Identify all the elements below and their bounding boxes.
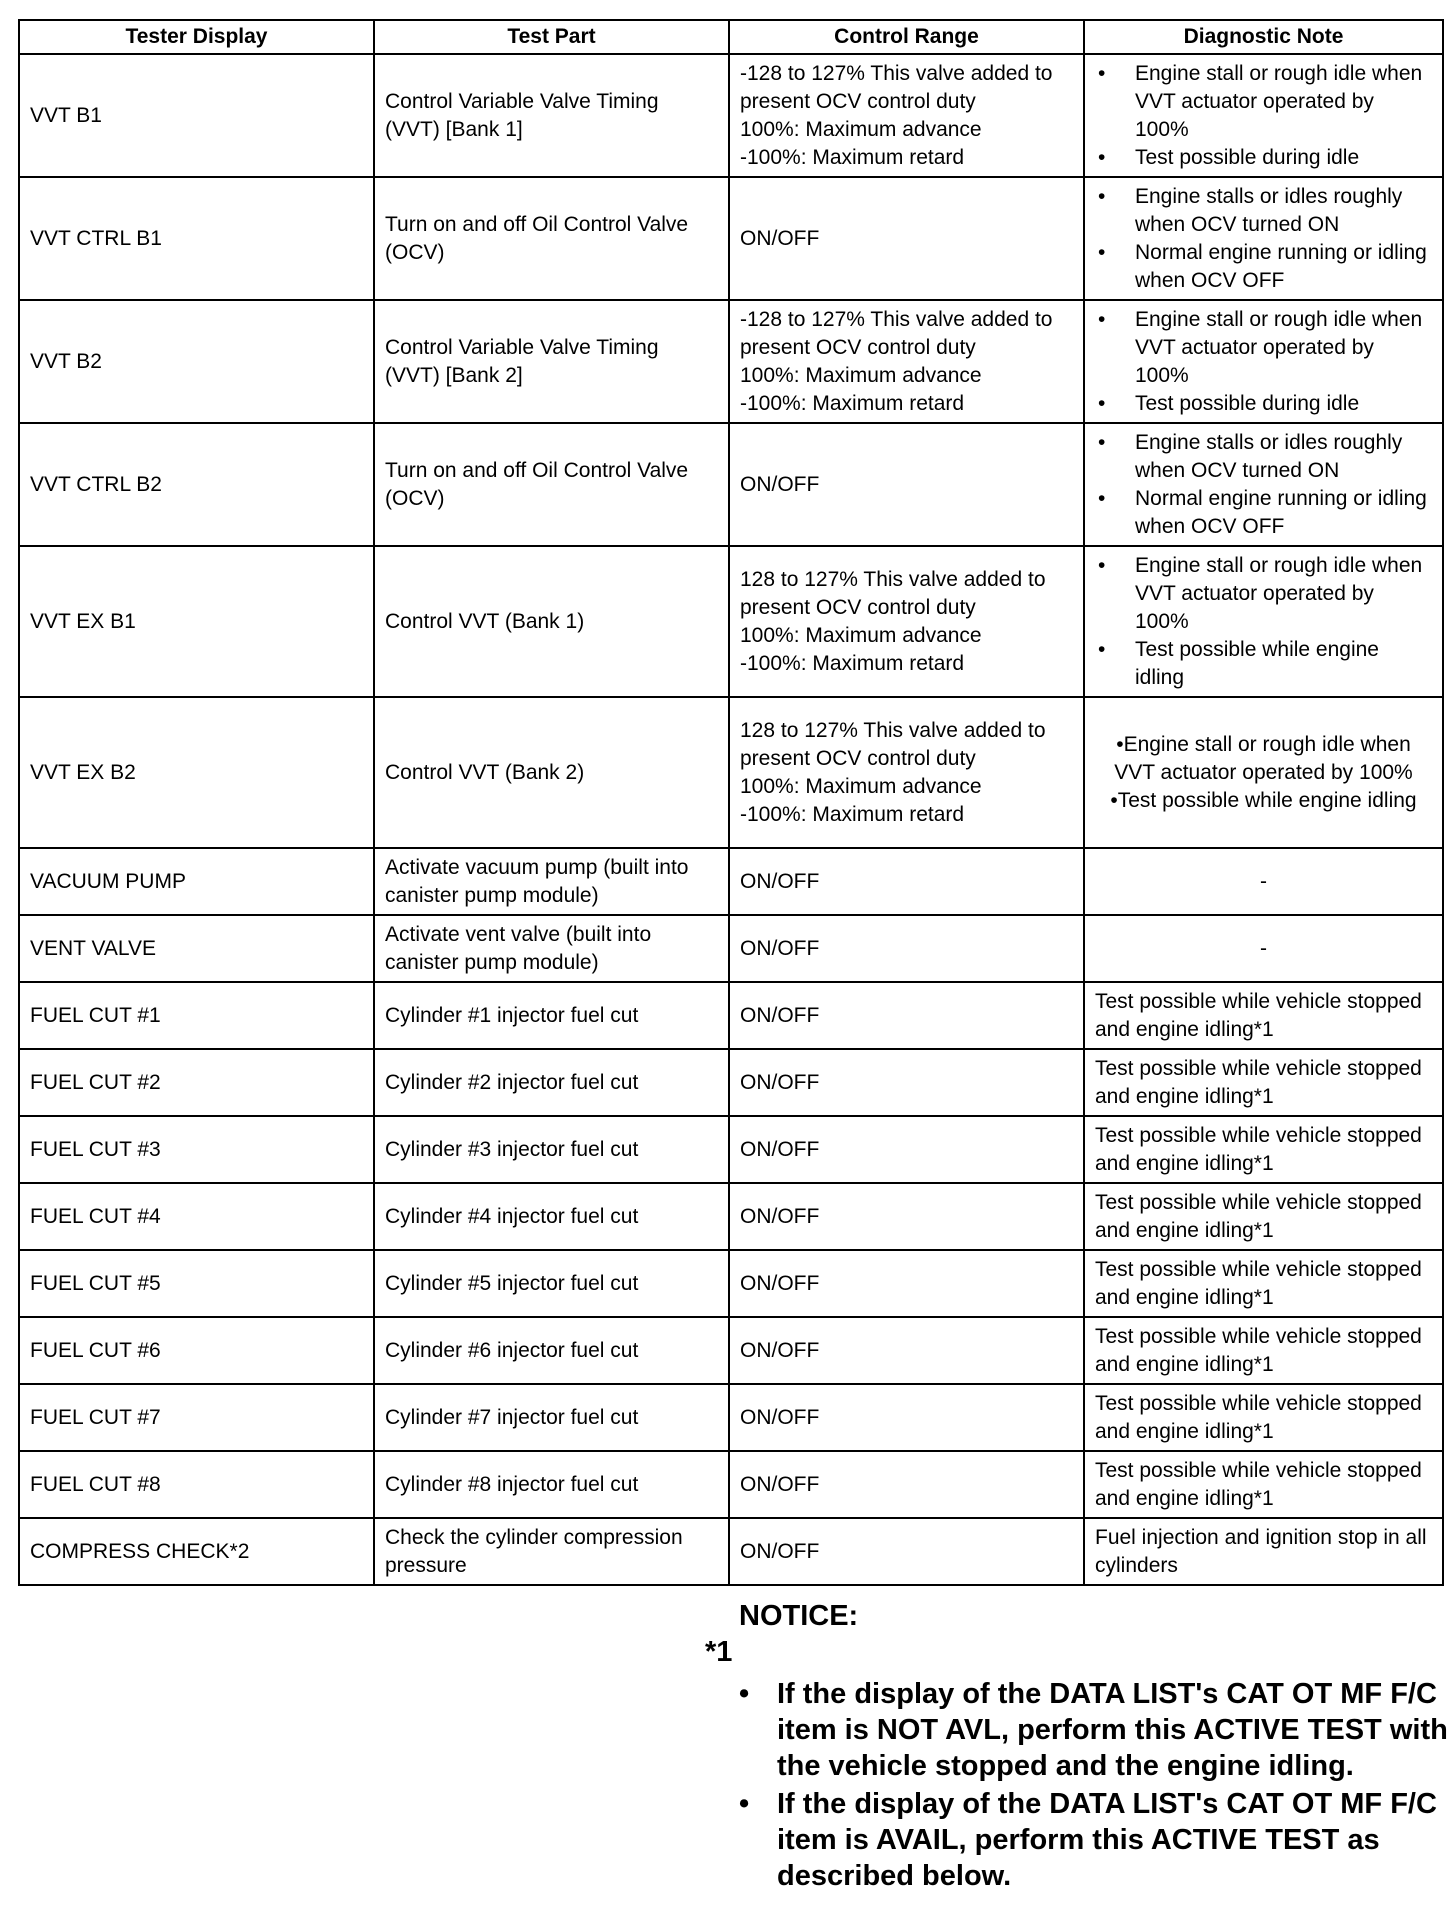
cell-test-part: Cylinder #1 injector fuel cut [374,982,729,1049]
table-row [19,915,1443,982]
cell-tester-display: FUEL CUT #7 [19,1384,374,1451]
table-row [19,1250,1443,1317]
cell-control-range [729,300,1084,423]
table-row [19,300,1443,423]
cell-test-part: Cylinder #4 injector fuel cut [374,1183,729,1250]
note-bullet-item: • Engine stall or rough idle when VVT actuator operated by 100% [1095,552,1432,636]
cell-test-part: Control VVT (Bank 1) [374,546,729,697]
note-line: Test possible while vehicle stopped and engine idling*1 [1095,1324,1422,1376]
table-row [19,697,1443,848]
table-row [19,1049,1443,1116]
cell-control-range [729,1116,1084,1183]
cell-control-range [729,177,1084,300]
cell-diagnostic-note [1084,1451,1443,1518]
note-bullet-item: • Engine stall or rough idle when VVT actuator operated by 100% [1095,60,1432,144]
cell-diagnostic-note [1084,848,1443,915]
cell-test-part: Cylinder #7 injector fuel cut [374,1384,729,1451]
active-test-table [18,19,1444,1586]
note-line: Test possible while vehicle stopped and engine idling*1 [1095,989,1422,1041]
notice-item: • If the display of the DATA LIST's CAT OT MF F/C item is NOT AVL, perform this ACTIVE TEST with the vehicle stopped and the engine idling. [705,1676,1450,1784]
control-range-line: ON/OFF [740,1003,820,1027]
header-tester-display: Tester Display [19,20,374,54]
control-range-line: -128 to 127% This valve added to present OCV control duty [740,61,1053,113]
note-line: - [1260,869,1267,893]
table-row [19,54,1443,177]
control-range-line: ON/OFF [740,1338,820,1362]
cell-control-range [729,1183,1084,1250]
cell-control-range [729,848,1084,915]
table-row [19,982,1443,1049]
cell-diagnostic-note [1084,546,1443,697]
table-row [19,177,1443,300]
cell-diagnostic-note [1084,697,1443,848]
cell-diagnostic-note [1084,300,1443,423]
cell-tester-display: VVT CTRL B2 [19,423,374,546]
control-range-line: -100%: Maximum retard [740,145,965,169]
note-bullet-item: • Engine stalls or idles roughly when OCV turned ON [1095,183,1432,239]
note-bullet-list [1095,552,1432,692]
table-row [19,1116,1443,1183]
table-row [19,546,1443,697]
cell-diagnostic-note [1084,1049,1443,1116]
note-line: •Engine stall or rough idle when VVT actuator operated by 100% [1114,732,1413,784]
note-line: - [1260,936,1267,960]
cell-tester-display: FUEL CUT #6 [19,1317,374,1384]
note-line: Test possible while vehicle stopped and engine idling*1 [1095,1123,1422,1175]
cell-test-part: Turn on and off Oil Control Valve (OCV) [374,423,729,546]
cell-test-part: Control Variable Valve Timing (VVT) [Bank 2] [374,300,729,423]
cell-control-range [729,1451,1084,1518]
control-range-line: 100%: Maximum advance [740,623,982,647]
cell-tester-display: COMPRESS CHECK*2 [19,1518,374,1585]
cell-diagnostic-note [1084,1317,1443,1384]
header-control-range: Control Range [729,20,1084,54]
cell-test-part: Turn on and off Oil Control Valve (OCV) [374,177,729,300]
control-range-line: ON/OFF [740,936,820,960]
cell-control-range [729,1384,1084,1451]
control-range-line: ON/OFF [740,1539,820,1563]
cell-diagnostic-note [1084,1116,1443,1183]
cell-tester-display: FUEL CUT #1 [19,982,374,1049]
control-range-line: ON/OFF [740,1472,820,1496]
cell-diagnostic-note [1084,915,1443,982]
cell-tester-display: VENT VALVE [19,915,374,982]
note-bullet-item: • Engine stall or rough idle when VVT actuator operated by 100% [1095,306,1432,390]
table-row [19,1317,1443,1384]
cell-test-part: Cylinder #6 injector fuel cut [374,1317,729,1384]
cell-test-part: Control Variable Valve Timing (VVT) [Bank 1] [374,54,729,177]
control-range-line: ON/OFF [740,226,820,250]
table-header-row [19,20,1443,54]
cell-tester-display: VVT B1 [19,54,374,177]
table-body [19,54,1443,1585]
note-line: Test possible while vehicle stopped and engine idling*1 [1095,1391,1422,1443]
control-range-line: 100%: Maximum advance [740,363,982,387]
note-bullet-list [1095,60,1432,172]
control-range-line: ON/OFF [740,1204,820,1228]
cell-tester-display: VVT EX B1 [19,546,374,697]
control-range-line: 100%: Maximum advance [740,117,982,141]
cell-control-range [729,1049,1084,1116]
control-range-line: ON/OFF [740,869,820,893]
note-bullet-item: • Test possible during idle [1095,144,1432,172]
cell-tester-display: FUEL CUT #3 [19,1116,374,1183]
cell-test-part: Cylinder #5 injector fuel cut [374,1250,729,1317]
note-bullet-item: • Test possible while engine idling [1095,636,1432,692]
cell-diagnostic-note [1084,177,1443,300]
cell-test-part: Control VVT (Bank 2) [374,697,729,848]
cell-tester-display: VVT CTRL B1 [19,177,374,300]
cell-test-part: Cylinder #8 injector fuel cut [374,1451,729,1518]
table-row [19,1183,1443,1250]
note-line: Test possible while vehicle stopped and engine idling*1 [1095,1190,1422,1242]
control-range-line: 100%: Maximum advance [740,774,982,798]
notice-footnote-mark: *1 [705,1636,733,1668]
cell-tester-display: VACUUM PUMP [19,848,374,915]
cell-diagnostic-note [1084,1518,1443,1585]
note-bullet-item: • Normal engine running or idling when OCV OFF [1095,485,1432,541]
notice-block [705,1598,1450,1896]
note-bullet-list [1095,429,1432,541]
note-bullet-list [1095,306,1432,418]
cell-test-part: Activate vent valve (built into canister pump module) [374,915,729,982]
cell-control-range [729,54,1084,177]
control-range-line: ON/OFF [740,1405,820,1429]
cell-control-range [729,1317,1084,1384]
cell-control-range [729,697,1084,848]
table-row [19,1451,1443,1518]
cell-tester-display: FUEL CUT #2 [19,1049,374,1116]
note-line: Test possible while vehicle stopped and engine idling*1 [1095,1458,1422,1510]
note-bullet-item: • Engine stalls or idles roughly when OCV turned ON [1095,429,1432,485]
notice-list [705,1676,1450,1894]
note-line: Fuel injection and ignition stop in all cylinders [1095,1525,1427,1577]
table-row [19,423,1443,546]
control-range-line: ON/OFF [740,472,820,496]
control-range-line: ON/OFF [740,1137,820,1161]
note-bullet-list [1095,183,1432,295]
note-bullet-item: • Normal engine running or idling when OCV OFF [1095,239,1432,295]
cell-tester-display: VVT B2 [19,300,374,423]
notice-item: • If the display of the DATA LIST's CAT OT MF F/C item is AVAIL, perform this ACTIVE TEST as described below. [705,1786,1450,1894]
notice-title: NOTICE: [739,1600,859,1632]
cell-control-range [729,1250,1084,1317]
note-line: •Test possible while engine idling [1110,788,1417,812]
cell-control-range [729,1518,1084,1585]
cell-control-range [729,982,1084,1049]
cell-control-range [729,546,1084,697]
cell-diagnostic-note [1084,982,1443,1049]
note-line: Test possible while vehicle stopped and engine idling*1 [1095,1056,1422,1108]
control-range-line: ON/OFF [740,1070,820,1094]
cell-tester-display: FUEL CUT #4 [19,1183,374,1250]
cell-test-part: Cylinder #2 injector fuel cut [374,1049,729,1116]
cell-test-part: Check the cylinder compression pressure [374,1518,729,1585]
control-range-line: 128 to 127% This valve added to present OCV control duty [740,567,1046,619]
cell-diagnostic-note [1084,1384,1443,1451]
cell-test-part: Activate vacuum pump (built into canister pump module) [374,848,729,915]
cell-diagnostic-note [1084,423,1443,546]
cell-diagnostic-note [1084,1183,1443,1250]
control-range-line: 128 to 127% This valve added to present OCV control duty [740,718,1046,770]
cell-diagnostic-note [1084,1250,1443,1317]
cell-diagnostic-note [1084,54,1443,177]
note-bullet-item: • Test possible during idle [1095,390,1432,418]
control-range-line: ON/OFF [740,1271,820,1295]
header-test-part: Test Part [374,20,729,54]
control-range-line: -100%: Maximum retard [740,802,965,826]
control-range-line: -100%: Maximum retard [740,391,965,415]
table-row [19,1384,1443,1451]
header-diagnostic-note: Diagnostic Note [1084,20,1443,54]
cell-tester-display: FUEL CUT #8 [19,1451,374,1518]
cell-control-range [729,915,1084,982]
cell-test-part: Cylinder #3 injector fuel cut [374,1116,729,1183]
table-row [19,1518,1443,1585]
cell-tester-display: VVT EX B2 [19,697,374,848]
cell-tester-display: FUEL CUT #5 [19,1250,374,1317]
control-range-line: -128 to 127% This valve added to present OCV control duty [740,307,1053,359]
cell-control-range [729,423,1084,546]
control-range-line: -100%: Maximum retard [740,651,965,675]
table-row [19,848,1443,915]
note-line: Test possible while vehicle stopped and engine idling*1 [1095,1257,1422,1309]
